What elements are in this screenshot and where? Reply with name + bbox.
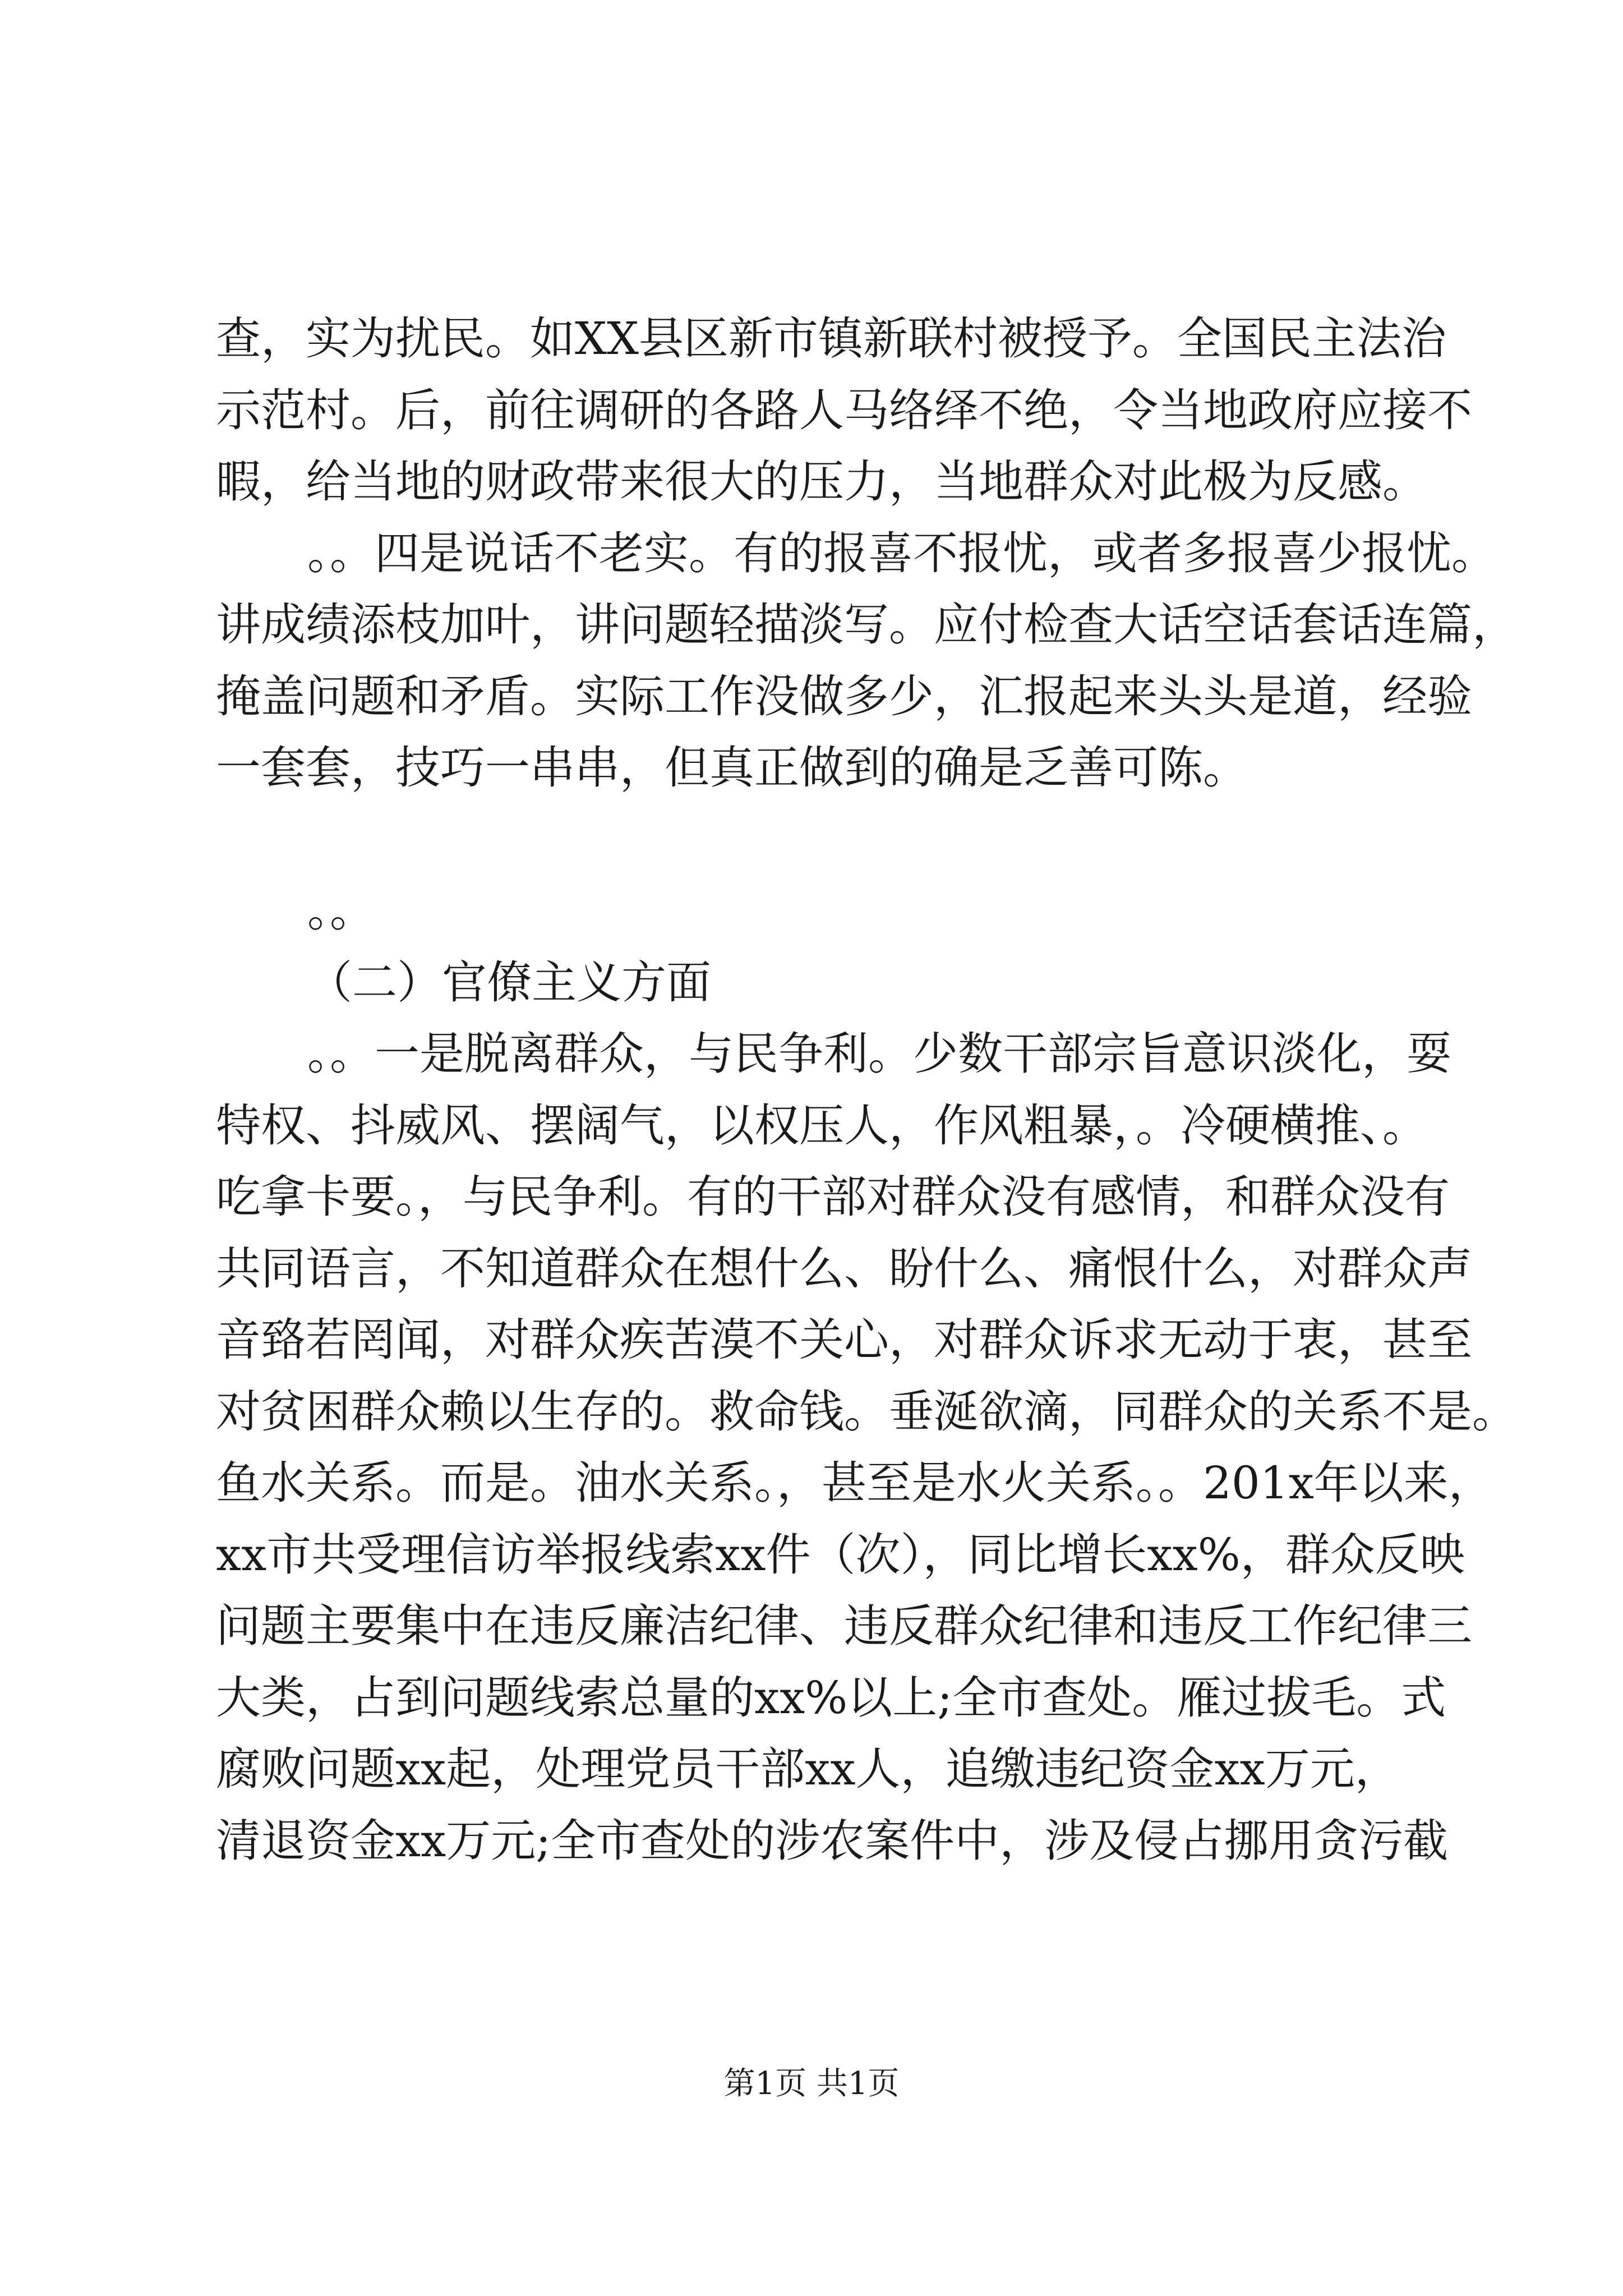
text-line: 特权、抖威风、摆阔气，以权压人，作风粗暴，。冷硬横推、。 [216,1099,1427,1152]
body-text [216,303,1517,1876]
paragraph-start-line: 。。一是脱离群众，与民争利。少数干部宗旨意识淡化，耍 [307,1028,1451,1080]
text-line: 吃拿卡要。，与民争利。有的干部对群众没有感情，和群众没有 [216,1171,1450,1223]
text-line: 对贫困群众赖以生存的。救命钱。垂涎欲滴，同群众的关系不是。 [216,1385,1517,1438]
text-line: 共同语言，不知道群众在想什么、盼什么、痛恨什么，对群众声 [216,1242,1472,1295]
paragraph-start-line: 。。四是说话不老实。有的报喜不报忧，或者多报喜少报忧。 [307,527,1496,579]
text-line: 清退资金xx万元;全市查处的涉农案件中，涉及侵占挪用贪污截 [216,1814,1449,1867]
text-line: 鱼水关系。而是。油水关系。，甚至是水火关系。。201x年以来， [216,1457,1493,1509]
text-line: 大类，占到问题线索总量的xx%以上;全市查处。雁过拔毛。式 [216,1671,1446,1724]
text-line: 音臵若罔闻，对群众疾苦漠不关心，对群众诉求无动于衷，甚至 [216,1314,1472,1366]
blank-line [216,804,1433,876]
page-number-footer: 第1页 共1页 [723,2065,900,2102]
section-heading: （二）官僚主义方面 [307,956,711,1009]
text-line: 暇，给当地的财政带来很大的压力，当地群众对此极为反感。 [216,455,1427,508]
text-line: 示范村。后，前往调研的各路人马络绎不绝，令当地政府应接不 [216,384,1472,436]
text-line: xx市共受理信访举报线索xx件（次），同比增长xx%，群众反映 [216,1528,1465,1581]
text-line: 查，实为扰民。如XX县区新市镇新联村被授予。全国民主法治 [216,312,1446,365]
text-line: 腐败问题xx起，处理党员干部xx人，追缴违纪资金xx万元， [216,1743,1400,1795]
text-line: 。。 [307,885,375,937]
text-line: 问题主要集中在违反廉洁纪律、违反群众纪律和违反工作纪律三 [216,1600,1472,1652]
text-line: 掩盖问题和矛盾。实际工作没做多少，汇报起来头头是道，经验 [216,670,1472,723]
text-line: 一套套，技巧一串串，但真正做到的确是乏善可陈。 [216,742,1248,794]
text-line: 讲成绩添枝加叶，讲问题轻描淡写。应付检查大话空话套话连篇， [216,599,1517,651]
